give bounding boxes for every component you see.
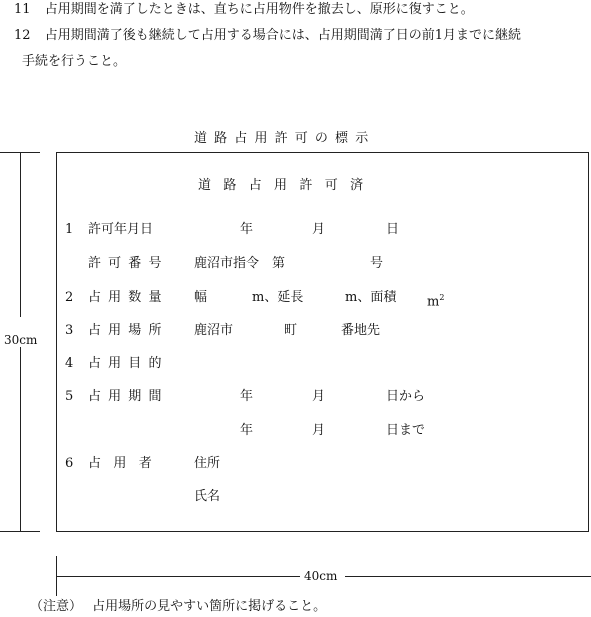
note-12 <box>14 28 521 44</box>
permit-number-suffix: 号 <box>370 256 384 271</box>
end-day-label: 日まで <box>386 423 426 438</box>
row-1-label: 許可年月日 <box>88 222 154 237</box>
note-number: 11 <box>14 2 31 17</box>
end-month-label: 月 <box>312 423 326 438</box>
width-dimension-label: 40cm <box>304 569 338 583</box>
height-dimension-line-upper <box>20 152 21 317</box>
height-dimension-line-lower <box>20 347 21 532</box>
location-lot: 番地先 <box>341 323 381 338</box>
row-3-number: 3 <box>65 323 74 338</box>
length-label: m、延長 <box>252 290 304 305</box>
name-label: 氏名 <box>194 489 221 504</box>
row-6-label: 占用者 <box>88 456 165 471</box>
row-6-number: 6 <box>65 456 74 471</box>
start-year-label: 年 <box>240 389 254 404</box>
width-dimension-line-left <box>56 576 300 577</box>
row-5-number: 5 <box>65 389 74 404</box>
height-dimension-label: 30cm <box>4 333 38 347</box>
row-2-label: 占用数量 <box>88 290 169 305</box>
year-label: 年 <box>240 222 254 237</box>
area-label: m、面積 <box>345 290 397 305</box>
width-dimension-line-right <box>345 576 591 577</box>
footer-note <box>30 599 326 615</box>
note-number: 12 <box>14 28 31 43</box>
end-year-label: 年 <box>240 423 254 438</box>
permit-number-label: 許可番号 <box>88 256 169 271</box>
row-2-number: 2 <box>65 290 74 305</box>
start-day-label: 日から <box>386 389 426 404</box>
note-text: 占用期間満了後も継続して占用する場合には、占用期間満了日の前1月までに継続 <box>44 28 521 43</box>
unit-superscript: 2 <box>439 293 445 302</box>
sign-board <box>56 152 589 532</box>
row-3-label: 占用場所 <box>88 323 169 338</box>
square-meter-unit <box>427 290 444 310</box>
note-12-continued: 手続を行うこと。 <box>22 54 127 69</box>
row-4-label: 占用目的 <box>88 356 169 371</box>
row-5-label: 占用期間 <box>88 389 169 404</box>
address-label: 住所 <box>194 456 221 471</box>
sign-caption: 道路占用許可の標示 <box>194 131 376 146</box>
permit-number-prefix: 鹿沼市指令 第 <box>194 256 286 271</box>
note-11 <box>14 2 474 18</box>
row-4-number: 4 <box>65 356 74 371</box>
month-label: 月 <box>312 222 326 237</box>
day-label: 日 <box>386 222 400 237</box>
location-city: 鹿沼市 <box>194 323 234 338</box>
location-town: 町 <box>284 323 298 338</box>
footer-note-label: （注意） <box>30 599 83 614</box>
sign-title: 道路占用許可済 <box>198 178 376 193</box>
row-1-number: 1 <box>65 222 74 237</box>
width-label: 幅 <box>194 290 208 305</box>
unit-m: m <box>427 294 440 310</box>
start-month-label: 月 <box>312 389 326 404</box>
footer-note-text: 占用場所の見やすい箇所に掲げること。 <box>92 599 327 614</box>
note-text: 占用期間を満了したときは、直ちに占用物件を撤去し、原形に復すこと。 <box>44 2 474 17</box>
